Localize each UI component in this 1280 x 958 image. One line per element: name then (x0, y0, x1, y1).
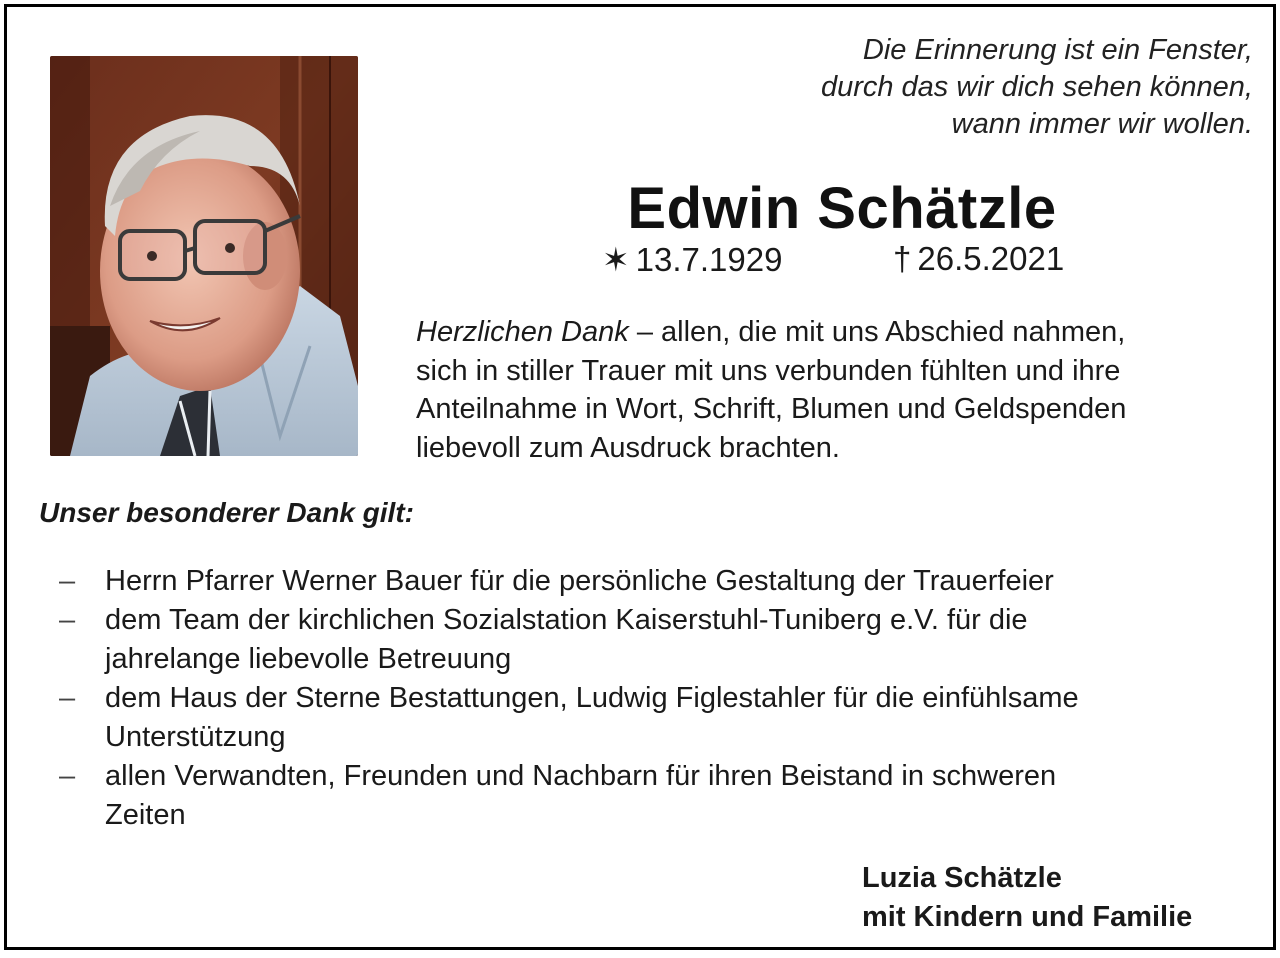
list-item (59, 679, 1259, 757)
list-item (59, 601, 1259, 679)
birth-date-group (602, 240, 782, 279)
quote-line: durch das wir dich sehen können, (820, 71, 1253, 103)
list-item (59, 562, 1259, 601)
memorial-quote (653, 32, 1253, 143)
list-item-line: Herrn Pfarrer Werner Bauer für die persönliche Gestaltung der Trauerfeier (105, 565, 1054, 597)
dash-bullet: – (59, 604, 76, 636)
signature-family: mit Kindern und Familie (862, 901, 1193, 933)
list-item-line: dem Haus der Sterne Bestattungen, Ludwig Figlestahler für die einfühlsame (105, 682, 1079, 714)
signature-block (862, 859, 1192, 937)
dash-bullet: – (59, 760, 76, 792)
thanks-line: sich in stiller Trauer mit uns verbunden fühlten und ihre (416, 354, 1121, 387)
thanks-line: liebevoll zum Ausdruck brachten. (416, 431, 840, 464)
dash-bullet: – (59, 565, 76, 597)
thanks-line (416, 313, 1266, 352)
special-thanks-list (59, 562, 1259, 835)
signature-name: Luzia Schätzle (862, 862, 1062, 894)
thanks-line: Anteilnahme in Wort, Schrift, Blumen und Geldspenden (416, 393, 1127, 425)
deceased-name: Edwin Schätzle (627, 176, 1057, 241)
thanks-intro: Herzlichen Dank (416, 316, 629, 348)
death-date-group (893, 240, 1064, 278)
quote-line: wann immer wir wollen. (951, 108, 1253, 140)
special-thanks-heading: Unser besonderer Dank gilt: (39, 497, 414, 528)
thanks-paragraph (416, 313, 1266, 467)
death-cross-icon: † (893, 240, 912, 277)
death-date: 26.5.2021 (917, 240, 1065, 277)
thanks-line1-text: – allen, die mit uns Abschied nahmen, (628, 316, 1126, 348)
list-item-line: dem Team der kirchlichen Sozialstation Kaiserstuhl-Tuniberg e.V. für die (105, 604, 1028, 636)
obituary-card (4, 4, 1276, 950)
list-item-line: allen Verwandten, Freunden und Nachbarn für ihren Beistand in schweren (105, 760, 1057, 792)
birth-date: 13.7.1929 (635, 241, 783, 278)
portrait-photo (50, 56, 358, 456)
list-item-line: jahrelange liebevolle Betreuung (105, 643, 512, 675)
list-item-line: Zeiten (105, 799, 186, 831)
dash-bullet: – (59, 682, 76, 714)
quote-line: Die Erinnerung ist ein Fenster, (862, 34, 1253, 66)
list-item (59, 757, 1259, 835)
birth-star-icon: ✶ (602, 241, 630, 278)
list-item-line: Unterstützung (105, 721, 286, 753)
